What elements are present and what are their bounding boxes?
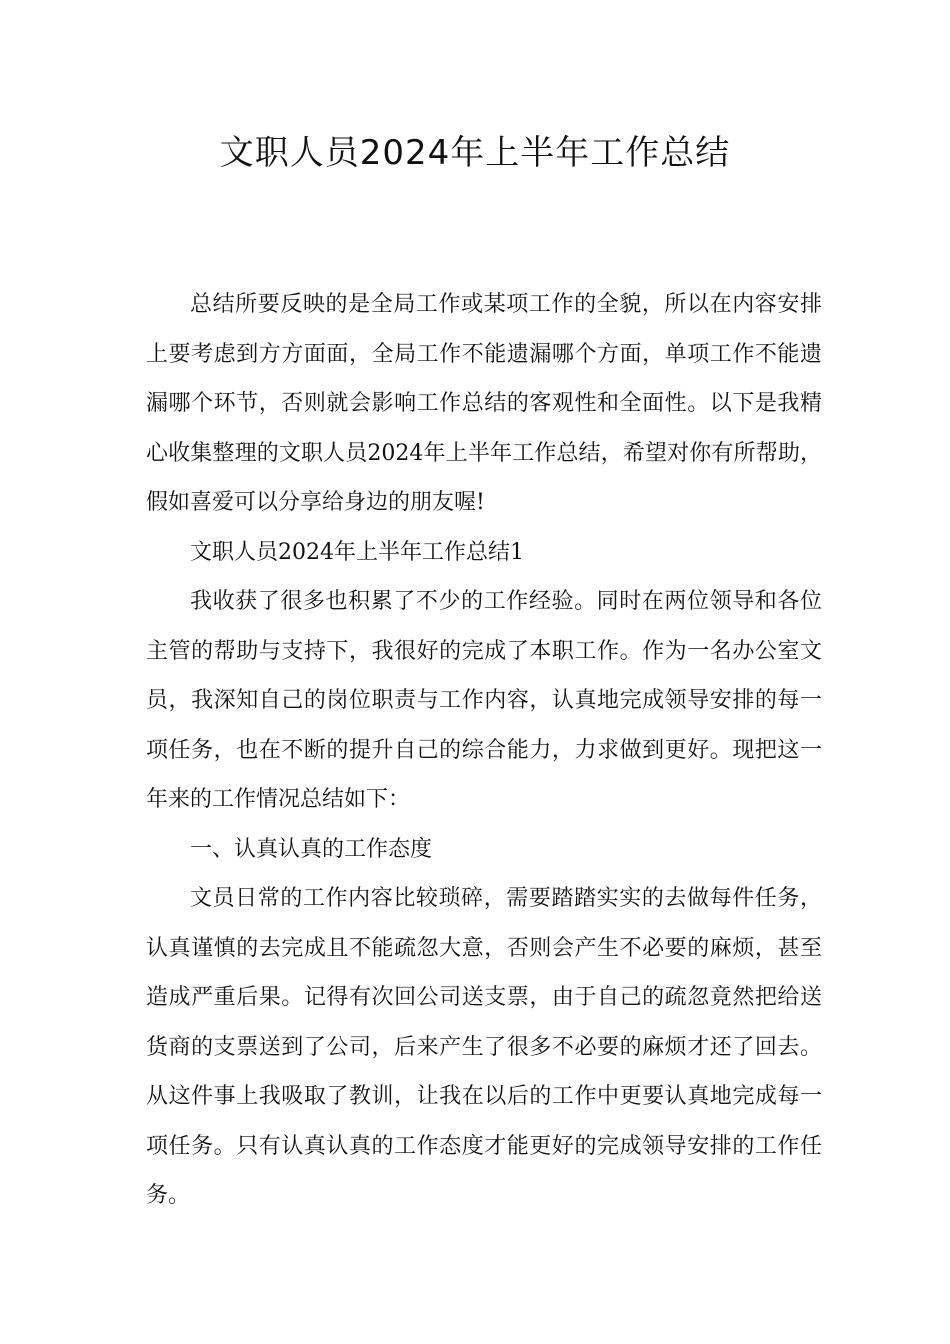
body-paragraph: 文员日常的工作内容比较琐碎，需要踏踏实实的去做每件任务，认真谨慎的去完成且不能疏忽大意，否则会产生不必要的麻烦，甚至造成严重后果。记得有次回公司送支票，由于自己的疏忽竟然把给送货商的支票送到了公司，后来产生了很多不必要的麻烦才还了回去。从这件事上我吸取了教训，让我在以后的工作中更要认真地完成每一项任务。只有认真认真的工作态度才能更好的完成领导安排的工作任务。	[146, 886, 822, 1208]
intro-paragraph: 总结所要反映的是全局工作或某项工作的全貌，所以在内容安排上要考虑到方方面面，全局工作不能遗漏哪个方面，单项工作不能遗漏哪个环节，否则就会影响工作总结的客观性和全面性。以下是我精心收集整理的文职人员2024年上半年工作总结，希望对你有所帮助，假如喜爱可以分享给身边的朋友喔!	[146, 292, 822, 515]
body-paragraph: 我收获了很多也积累了不少的工作经验。同时在两位领导和各位主管的帮助与支持下，我很好的完成了本职工作。作为一名办公室文员，我深知自己的岗位职责与工作内容，认真地完成领导安排的每一项任务，也在不断的提升自己的综合能力，力求做到更好。现把这一年来的工作情况总结如下：	[146, 589, 822, 812]
document-body	[146, 280, 822, 1221]
section-heading: 文职人员2024年上半年工作总结1	[190, 539, 524, 565]
document-title: 文职人员2024年上半年工作总结	[219, 133, 731, 173]
subsection-heading: 一、认真认真的工作态度	[190, 836, 433, 862]
